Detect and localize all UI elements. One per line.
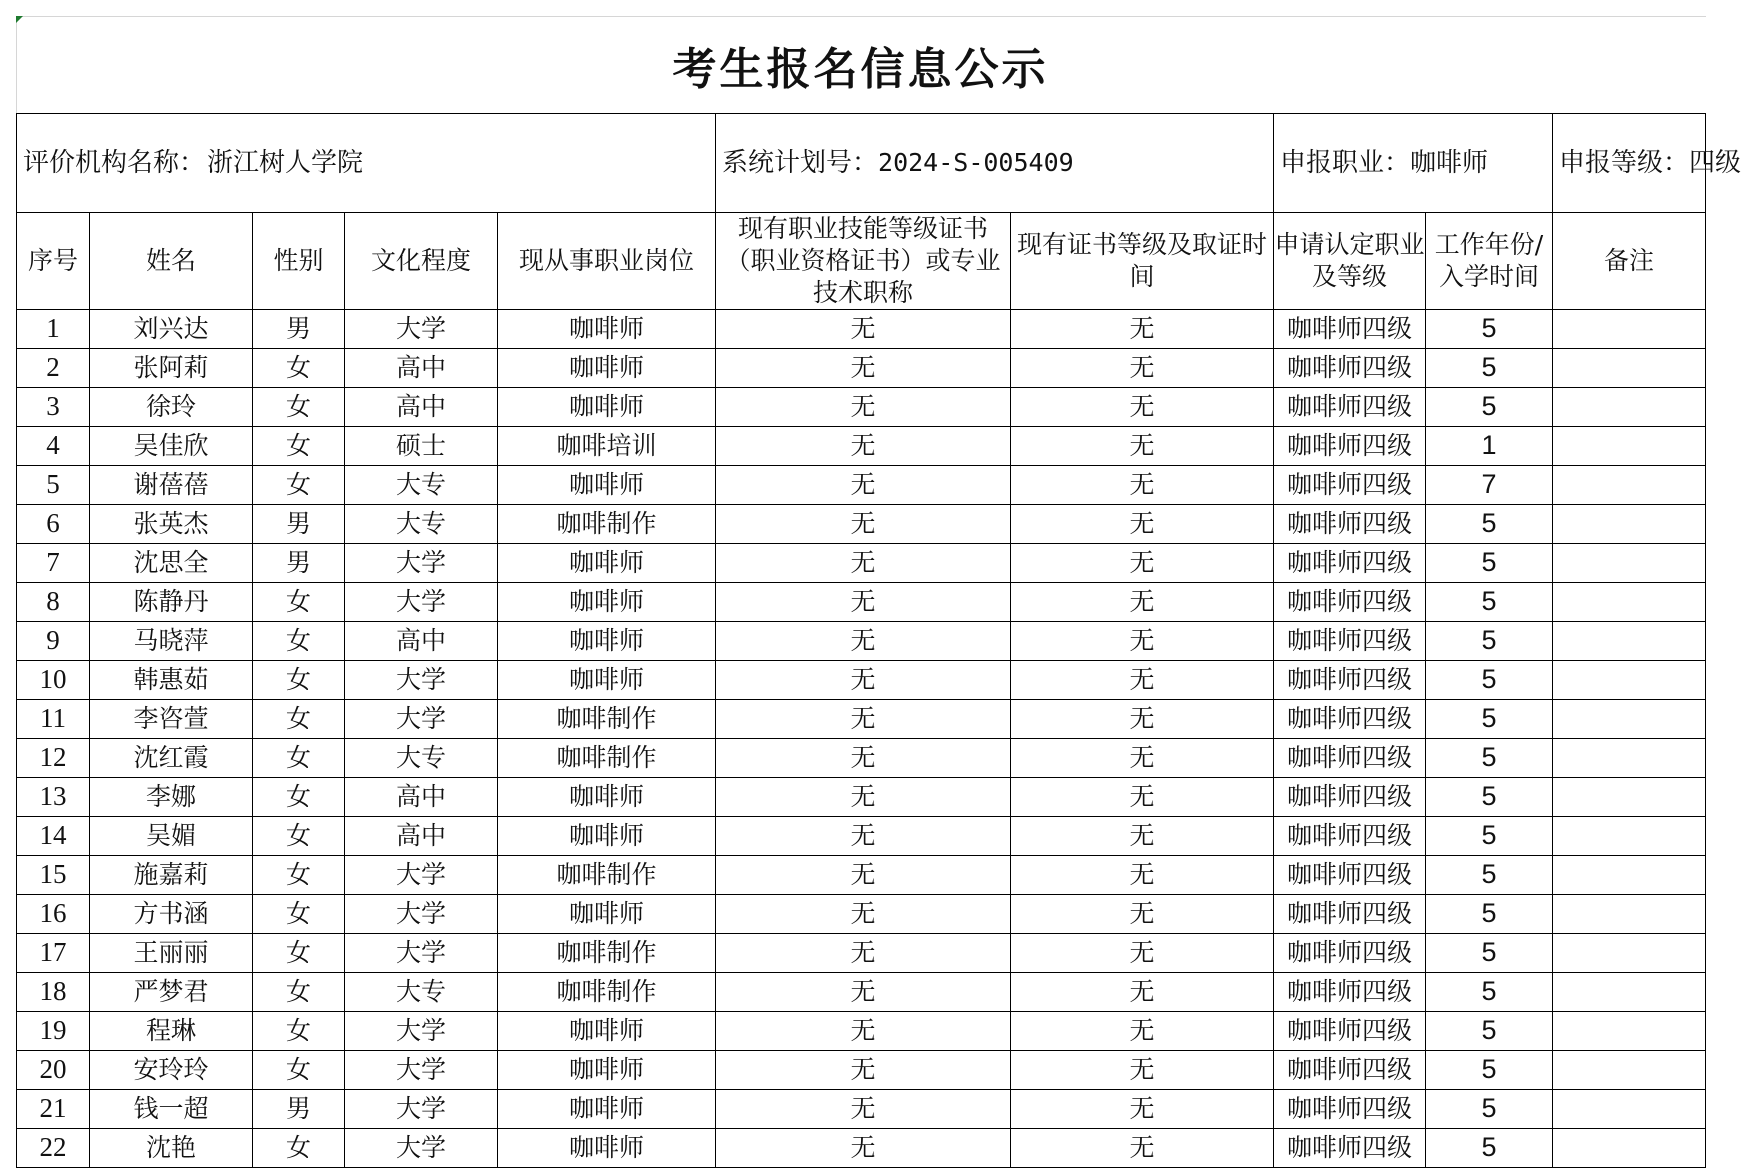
cell-education[interactable]: 高中	[345, 817, 498, 856]
cell-no[interactable]: 13	[17, 778, 90, 817]
cell-cert-time[interactable]: 无	[1011, 622, 1274, 661]
cell-no[interactable]: 19	[17, 1012, 90, 1051]
cell-name[interactable]: 程琳	[90, 1012, 253, 1051]
cell-cert-time[interactable]: 无	[1011, 544, 1274, 583]
cell-no[interactable]: 4	[17, 427, 90, 466]
col-header-cert-time[interactable]: 现有证书等级及取证时间	[1011, 213, 1274, 310]
cell-name[interactable]: 张阿莉	[90, 349, 253, 388]
cell-name[interactable]: 安玲玲	[90, 1051, 253, 1090]
cell-gender[interactable]: 女	[253, 973, 345, 1012]
cell-education[interactable]: 大学	[345, 1051, 498, 1090]
cell-note[interactable]	[1553, 388, 1706, 427]
table-row	[17, 856, 1706, 895]
cell-education[interactable]: 大学	[345, 856, 498, 895]
cell-years[interactable]: 5	[1426, 817, 1553, 856]
cell-name[interactable]: 王丽丽	[90, 934, 253, 973]
cell-gender[interactable]: 女	[253, 583, 345, 622]
cell-note[interactable]	[1553, 310, 1706, 349]
cell-gender[interactable]: 女	[253, 661, 345, 700]
cell-no[interactable]: 3	[17, 388, 90, 427]
table-row	[17, 1090, 1706, 1129]
cell-apply[interactable]: 咖啡师四级	[1274, 1129, 1426, 1168]
cell-current-job[interactable]: 咖啡师	[498, 1129, 716, 1168]
cell-years[interactable]: 5	[1426, 856, 1553, 895]
cell-apply[interactable]: 咖啡师四级	[1274, 349, 1426, 388]
header-row	[17, 213, 1706, 310]
cell-years[interactable]: 7	[1426, 466, 1553, 505]
cell-years[interactable]: 5	[1426, 505, 1553, 544]
cell-certificate[interactable]: 无	[716, 1090, 1011, 1129]
cell-years[interactable]: 5	[1426, 934, 1553, 973]
cell-no[interactable]: 18	[17, 973, 90, 1012]
table-row	[17, 349, 1706, 388]
cell-gender[interactable]: 女	[253, 622, 345, 661]
col-header-years[interactable]: 工作年份/入学时间	[1426, 213, 1553, 310]
cell-education[interactable]: 大学	[345, 1090, 498, 1129]
cell-apply[interactable]: 咖啡师四级	[1274, 817, 1426, 856]
cell-years[interactable]: 5	[1426, 583, 1553, 622]
cell-apply[interactable]: 咖啡师四级	[1274, 1090, 1426, 1129]
cell-current-job[interactable]: 咖啡师	[498, 1051, 716, 1090]
col-header-education[interactable]: 文化程度	[345, 213, 498, 310]
table-row	[17, 1012, 1706, 1051]
cell-gender[interactable]: 女	[253, 466, 345, 505]
cell-note[interactable]	[1553, 1051, 1706, 1090]
cell-gender[interactable]: 女	[253, 427, 345, 466]
cell-apply[interactable]: 咖啡师四级	[1274, 856, 1426, 895]
cell-apply[interactable]: 咖啡师四级	[1274, 661, 1426, 700]
cell-name[interactable]: 沈红霞	[90, 739, 253, 778]
cell-no[interactable]: 21	[17, 1090, 90, 1129]
cell-education[interactable]: 大学	[345, 583, 498, 622]
cell-name[interactable]: 张英杰	[90, 505, 253, 544]
cell-apply[interactable]: 咖啡师四级	[1274, 1012, 1426, 1051]
cell-no[interactable]: 1	[17, 310, 90, 349]
cell-certificate[interactable]: 无	[716, 544, 1011, 583]
plan-label: 系统计划号：	[722, 147, 879, 178]
plan-cell[interactable]	[716, 114, 1274, 213]
cell-years[interactable]: 5	[1426, 661, 1553, 700]
cell-years[interactable]: 5	[1426, 895, 1553, 934]
cell-education[interactable]: 大学	[345, 934, 498, 973]
cell-apply[interactable]: 咖啡师四级	[1274, 583, 1426, 622]
cell-years[interactable]: 5	[1426, 700, 1553, 739]
cell-name[interactable]: 李娜	[90, 778, 253, 817]
cell-current-job[interactable]: 咖啡培训	[498, 427, 716, 466]
cell-gender[interactable]: 女	[253, 388, 345, 427]
cell-years[interactable]: 5	[1426, 1051, 1553, 1090]
cell-no[interactable]: 16	[17, 895, 90, 934]
cell-certificate[interactable]: 无	[716, 739, 1011, 778]
cell-note[interactable]	[1553, 622, 1706, 661]
cell-years[interactable]: 5	[1426, 973, 1553, 1012]
cell-years[interactable]: 5	[1426, 778, 1553, 817]
cell-note[interactable]	[1553, 661, 1706, 700]
cell-cert-time[interactable]: 无	[1011, 505, 1274, 544]
cell-gender[interactable]: 女	[253, 856, 345, 895]
cell-years[interactable]: 5	[1426, 622, 1553, 661]
cell-note[interactable]	[1553, 1090, 1706, 1129]
cell-gender[interactable]: 女	[253, 895, 345, 934]
cell-gender[interactable]: 女	[253, 700, 345, 739]
cell-current-job[interactable]: 咖啡师	[498, 310, 716, 349]
org-label: 评价机构名称：	[23, 147, 206, 178]
cell-no[interactable]: 9	[17, 622, 90, 661]
col-header-name[interactable]: 姓名	[90, 213, 253, 310]
cell-gender[interactable]: 女	[253, 739, 345, 778]
cell-note[interactable]	[1553, 1129, 1706, 1168]
cell-name[interactable]: 韩惠茹	[90, 661, 253, 700]
cell-current-job[interactable]: 咖啡师	[498, 622, 716, 661]
cell-no[interactable]: 2	[17, 349, 90, 388]
cell-certificate[interactable]: 无	[716, 466, 1011, 505]
cell-cert-time[interactable]: 无	[1011, 466, 1274, 505]
cell-gender[interactable]: 男	[253, 310, 345, 349]
cell-no[interactable]: 6	[17, 505, 90, 544]
cell-name[interactable]: 陈静丹	[90, 583, 253, 622]
cell-education[interactable]: 高中	[345, 622, 498, 661]
table-row	[17, 934, 1706, 973]
cell-cert-time[interactable]: 无	[1011, 1129, 1274, 1168]
table-row	[17, 778, 1706, 817]
cell-name[interactable]: 严梦君	[90, 973, 253, 1012]
cell-gender[interactable]: 男	[253, 544, 345, 583]
cell-name[interactable]: 李咨萱	[90, 700, 253, 739]
cell-education[interactable]: 大学	[345, 544, 498, 583]
cell-note[interactable]	[1553, 349, 1706, 388]
cell-education[interactable]: 大学	[345, 661, 498, 700]
table-row	[17, 544, 1706, 583]
cell-note[interactable]	[1553, 856, 1706, 895]
cell-years[interactable]: 5	[1426, 1129, 1553, 1168]
cell-cert-time[interactable]: 无	[1011, 1090, 1274, 1129]
cell-education[interactable]: 高中	[345, 388, 498, 427]
cell-education[interactable]: 大专	[345, 505, 498, 544]
cell-name[interactable]: 施嘉莉	[90, 856, 253, 895]
cell-name[interactable]: 钱一超	[90, 1090, 253, 1129]
cell-certificate[interactable]: 无	[716, 700, 1011, 739]
table-row	[17, 973, 1706, 1012]
cell-education[interactable]: 大学	[345, 1012, 498, 1051]
cell-education[interactable]: 大专	[345, 466, 498, 505]
cell-cert-time[interactable]: 无	[1011, 739, 1274, 778]
cell-certificate[interactable]: 无	[716, 778, 1011, 817]
cell-current-job[interactable]: 咖啡师	[498, 349, 716, 388]
cell-certificate[interactable]: 无	[716, 349, 1011, 388]
cell-note[interactable]	[1553, 544, 1706, 583]
cell-current-job[interactable]: 咖啡师	[498, 661, 716, 700]
cell-education[interactable]: 大学	[345, 895, 498, 934]
cell-current-job[interactable]: 咖啡制作	[498, 856, 716, 895]
table-row	[17, 1129, 1706, 1168]
cell-apply[interactable]: 咖啡师四级	[1274, 310, 1426, 349]
table-row	[17, 739, 1706, 778]
table-row	[17, 700, 1706, 739]
table-row	[17, 817, 1706, 856]
cell-gender[interactable]: 女	[253, 1012, 345, 1051]
cell-name[interactable]: 吴媚	[90, 817, 253, 856]
cell-apply[interactable]: 咖啡师四级	[1274, 505, 1426, 544]
cell-certificate[interactable]: 无	[716, 895, 1011, 934]
cell-education[interactable]: 大学	[345, 1129, 498, 1168]
cell-gender[interactable]: 女	[253, 1129, 345, 1168]
cell-apply[interactable]: 咖啡师四级	[1274, 739, 1426, 778]
level-cell[interactable]	[1553, 114, 1741, 213]
cell-years[interactable]: 1	[1426, 427, 1553, 466]
cell-current-job[interactable]: 咖啡师	[498, 544, 716, 583]
col-header-gender[interactable]: 性别	[253, 213, 345, 310]
cell-years[interactable]: 5	[1426, 739, 1553, 778]
table-row	[17, 583, 1706, 622]
cell-gender[interactable]: 男	[253, 1090, 345, 1129]
cell-note[interactable]	[1553, 466, 1706, 505]
cell-gender[interactable]: 女	[253, 1051, 345, 1090]
cell-current-job[interactable]: 咖啡师	[498, 388, 716, 427]
cell-current-job[interactable]: 咖啡制作	[498, 700, 716, 739]
cell-current-job[interactable]: 咖啡师	[498, 817, 716, 856]
cell-cert-time[interactable]: 无	[1011, 856, 1274, 895]
cell-current-job[interactable]: 咖啡制作	[498, 505, 716, 544]
cell-name[interactable]: 吴佳欣	[90, 427, 253, 466]
cell-certificate[interactable]: 无	[716, 856, 1011, 895]
cell-certificate[interactable]: 无	[716, 505, 1011, 544]
cell-note[interactable]	[1553, 505, 1706, 544]
level-label: 申报等级：	[1559, 147, 1690, 178]
cell-certificate[interactable]: 无	[716, 973, 1011, 1012]
cell-apply[interactable]: 咖啡师四级	[1274, 778, 1426, 817]
cell-current-job[interactable]: 咖啡师	[498, 466, 716, 505]
cell-cert-time[interactable]: 无	[1011, 388, 1274, 427]
cell-no[interactable]: 22	[17, 1129, 90, 1168]
cell-apply[interactable]: 咖啡师四级	[1274, 388, 1426, 427]
cell-years[interactable]: 5	[1426, 1012, 1553, 1051]
cell-certificate[interactable]: 无	[716, 388, 1011, 427]
table-row	[17, 505, 1706, 544]
cell-name[interactable]: 刘兴达	[90, 310, 253, 349]
cell-certificate[interactable]: 无	[716, 1012, 1011, 1051]
cell-years[interactable]: 5	[1426, 349, 1553, 388]
col-header-certificate[interactable]: 现有职业技能等级证书（职业资格证书）或专业技术职称	[716, 213, 1011, 310]
cell-education[interactable]: 大学	[345, 700, 498, 739]
cell-cert-time[interactable]: 无	[1011, 427, 1274, 466]
cell-no[interactable]: 17	[17, 934, 90, 973]
cell-current-job[interactable]: 咖啡制作	[498, 739, 716, 778]
cell-certificate[interactable]: 无	[716, 1129, 1011, 1168]
cell-education[interactable]: 硕士	[345, 427, 498, 466]
level-value: 四级	[1689, 147, 1741, 178]
cell-note[interactable]	[1553, 934, 1706, 973]
org-value: 浙江树人学院	[207, 147, 364, 178]
cell-years[interactable]: 5	[1426, 388, 1553, 427]
registration-table	[16, 113, 1741, 1168]
cell-name[interactable]: 沈思全	[90, 544, 253, 583]
cell-gender[interactable]: 男	[253, 505, 345, 544]
cell-education[interactable]: 高中	[345, 778, 498, 817]
cell-name[interactable]: 谢蓓蓓	[90, 466, 253, 505]
cell-cert-time[interactable]: 无	[1011, 1012, 1274, 1051]
col-header-note[interactable]: 备注	[1553, 213, 1706, 310]
cell-name[interactable]: 徐玲	[90, 388, 253, 427]
cell-certificate[interactable]: 无	[716, 310, 1011, 349]
cell-no[interactable]: 20	[17, 1051, 90, 1090]
cell-cert-time[interactable]: 无	[1011, 1051, 1274, 1090]
cell-cert-time[interactable]: 无	[1011, 973, 1274, 1012]
table-row	[17, 1051, 1706, 1090]
cell-certificate[interactable]: 无	[716, 817, 1011, 856]
cell-no[interactable]: 14	[17, 817, 90, 856]
cell-gender[interactable]: 女	[253, 934, 345, 973]
cell-note[interactable]	[1553, 817, 1706, 856]
cell-cert-time[interactable]: 无	[1011, 934, 1274, 973]
table-row	[17, 310, 1706, 349]
cell-cert-time[interactable]: 无	[1011, 583, 1274, 622]
table-row	[17, 895, 1706, 934]
cell-education[interactable]: 大学	[345, 310, 498, 349]
cell-cert-time[interactable]: 无	[1011, 778, 1274, 817]
cell-cert-time[interactable]: 无	[1011, 700, 1274, 739]
cell-no[interactable]: 7	[17, 544, 90, 583]
cell-current-job[interactable]: 咖啡制作	[498, 973, 716, 1012]
table-row	[17, 466, 1706, 505]
cell-note[interactable]	[1553, 583, 1706, 622]
cell-note[interactable]	[1553, 895, 1706, 934]
cell-note[interactable]	[1553, 739, 1706, 778]
table-row	[17, 622, 1706, 661]
cell-name[interactable]: 方书涵	[90, 895, 253, 934]
cell-certificate[interactable]: 无	[716, 622, 1011, 661]
cell-cert-time[interactable]: 无	[1011, 895, 1274, 934]
cell-note[interactable]	[1553, 1012, 1706, 1051]
cell-cert-time[interactable]: 无	[1011, 817, 1274, 856]
cell-current-job[interactable]: 咖啡师	[498, 895, 716, 934]
cell-name[interactable]: 马晓萍	[90, 622, 253, 661]
cell-no[interactable]: 15	[17, 856, 90, 895]
cell-certificate[interactable]: 无	[716, 661, 1011, 700]
cell-cert-time[interactable]: 无	[1011, 349, 1274, 388]
cell-no[interactable]: 10	[17, 661, 90, 700]
table-row	[17, 661, 1706, 700]
cell-education[interactable]: 大专	[345, 739, 498, 778]
cell-certificate[interactable]: 无	[716, 583, 1011, 622]
cell-no[interactable]: 11	[17, 700, 90, 739]
cell-name[interactable]: 沈艳	[90, 1129, 253, 1168]
cell-current-job[interactable]: 咖啡师	[498, 1012, 716, 1051]
cell-no[interactable]: 5	[17, 466, 90, 505]
cell-years[interactable]: 5	[1426, 1090, 1553, 1129]
cell-apply[interactable]: 咖啡师四级	[1274, 1051, 1426, 1090]
cell-apply[interactable]: 咖啡师四级	[1274, 700, 1426, 739]
cell-cert-time[interactable]: 无	[1011, 661, 1274, 700]
cell-apply[interactable]: 咖啡师四级	[1274, 895, 1426, 934]
info-row	[17, 114, 1706, 213]
cell-certificate[interactable]: 无	[716, 934, 1011, 973]
page-title: 考生报名信息公示	[672, 43, 1049, 95]
job-label: 申报职业：	[1280, 147, 1411, 178]
cell-gender[interactable]: 女	[253, 349, 345, 388]
cell-education[interactable]: 高中	[345, 349, 498, 388]
cell-gender[interactable]: 女	[253, 817, 345, 856]
cell-no[interactable]: 12	[17, 739, 90, 778]
cell-certificate[interactable]: 无	[716, 427, 1011, 466]
cell-current-job[interactable]: 咖啡师	[498, 778, 716, 817]
cell-note[interactable]	[1553, 778, 1706, 817]
plan-value: 2024-S-005409	[878, 147, 1074, 177]
cell-current-job[interactable]: 咖啡师	[498, 583, 716, 622]
cell-current-job[interactable]: 咖啡师	[498, 1090, 716, 1129]
col-header-no[interactable]: 序号	[17, 213, 90, 310]
cell-note[interactable]	[1553, 700, 1706, 739]
cell-certificate[interactable]: 无	[716, 1051, 1011, 1090]
col-header-apply[interactable]: 申请认定职业及等级	[1274, 213, 1426, 310]
cell-apply[interactable]: 咖啡师四级	[1274, 544, 1426, 583]
col-header-current-job[interactable]: 现从事职业岗位	[498, 213, 716, 310]
cell-years[interactable]: 5	[1426, 310, 1553, 349]
cell-apply[interactable]: 咖啡师四级	[1274, 934, 1426, 973]
cell-years[interactable]: 5	[1426, 544, 1553, 583]
cell-gender[interactable]: 女	[253, 778, 345, 817]
cell-apply[interactable]: 咖啡师四级	[1274, 622, 1426, 661]
cell-cert-time[interactable]: 无	[1011, 310, 1274, 349]
org-cell[interactable]	[17, 114, 716, 213]
cell-apply[interactable]: 咖啡师四级	[1274, 973, 1426, 1012]
cell-education[interactable]: 大专	[345, 973, 498, 1012]
cell-current-job[interactable]: 咖啡制作	[498, 934, 716, 973]
cell-note[interactable]	[1553, 427, 1706, 466]
job-cell[interactable]	[1274, 114, 1553, 213]
job-value: 咖啡师	[1410, 147, 1489, 178]
cell-apply[interactable]: 咖啡师四级	[1274, 466, 1426, 505]
cell-no[interactable]: 8	[17, 583, 90, 622]
cell-note[interactable]	[1553, 973, 1706, 1012]
table-row	[17, 427, 1706, 466]
cell-apply[interactable]: 咖啡师四级	[1274, 427, 1426, 466]
table-row	[17, 388, 1706, 427]
